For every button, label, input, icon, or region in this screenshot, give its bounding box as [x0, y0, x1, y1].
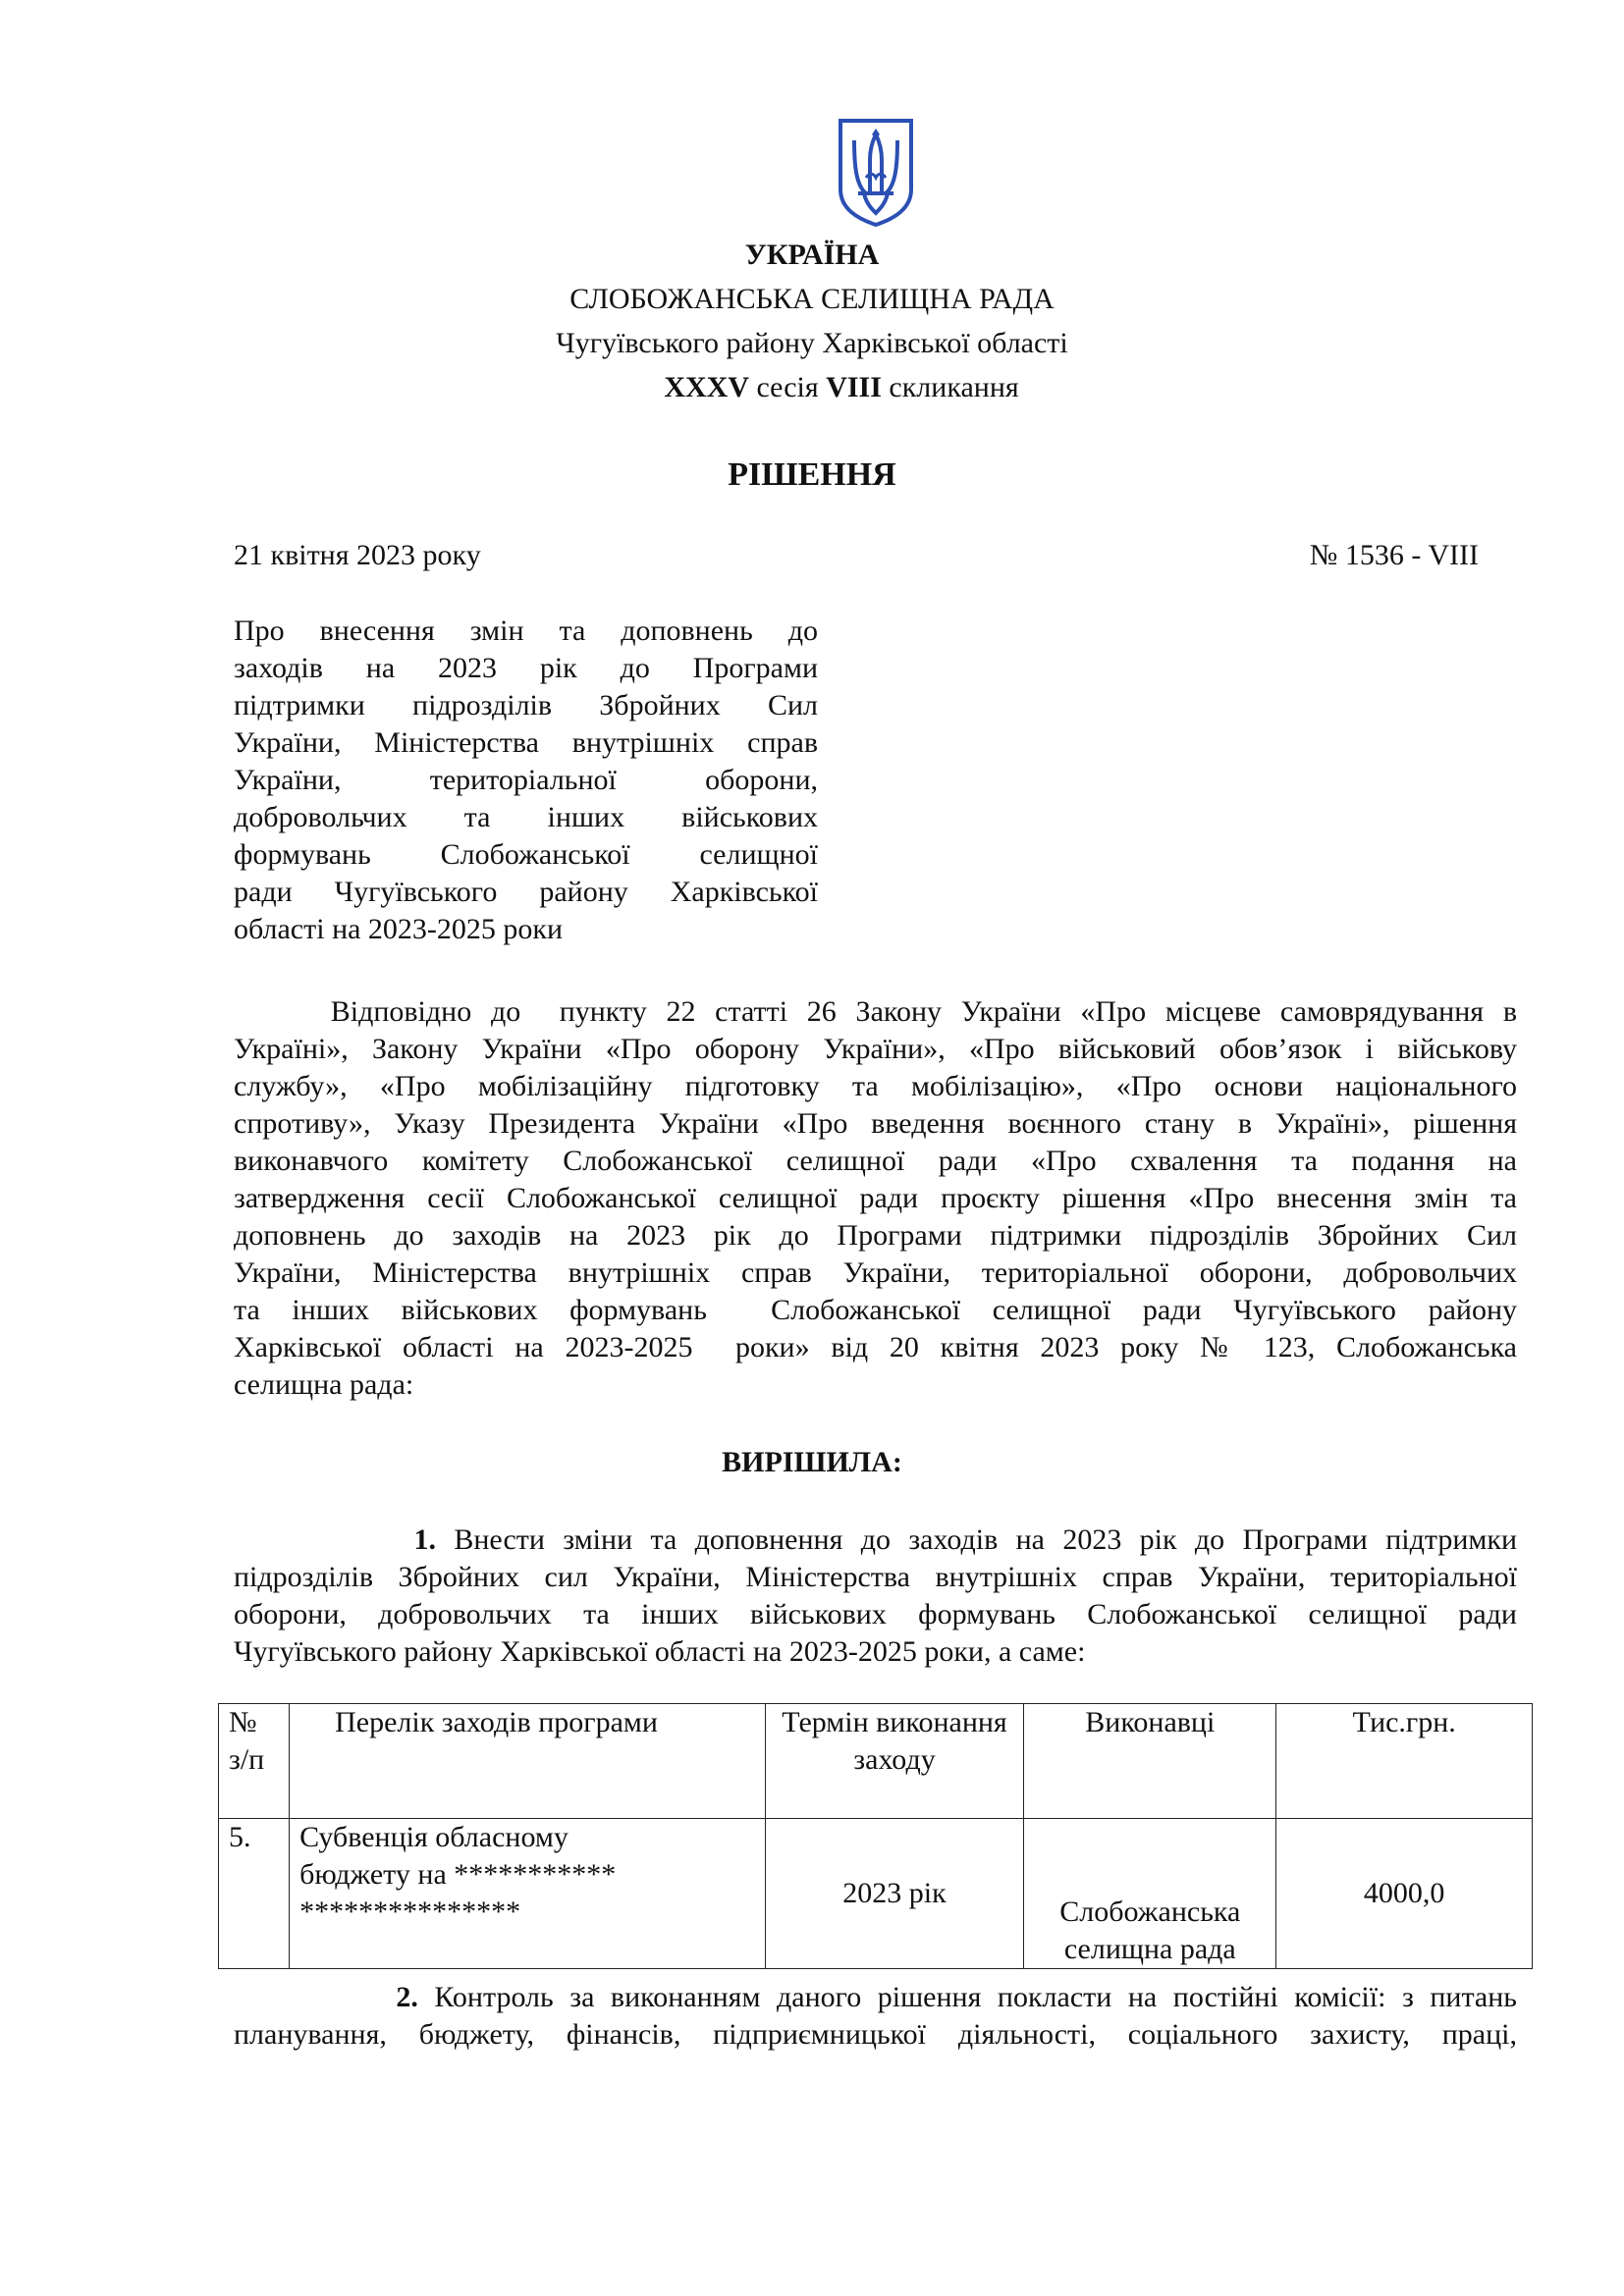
preamble-line: селищна рада: [234, 1368, 414, 1401]
item-2-first-line [234, 1979, 1517, 2016]
session-line [0, 370, 1624, 405]
decision-date: 21 квітня 2023 року [234, 539, 481, 571]
subject-line: області на 2023-2025 роки [234, 913, 564, 945]
header-term: Термін виконання заходу [765, 1704, 1024, 1819]
item-1-line: Внести зміни та доповнення до заходів на 2023 рік до Програми підтримки [435, 1523, 1517, 1556]
item-2-line: планування, бюджету, фінансів, підприємницької діяльності, соціального захисту, праці, [234, 2018, 1517, 2051]
subject-line: Про внесення змін та доповнень до [234, 614, 818, 647]
session-word: сесія [756, 371, 819, 403]
header-num: № з/п [219, 1704, 290, 1819]
convocation-number: VIII [826, 371, 882, 403]
preamble-line: Україні», Закону України «Про оборону України», «Про військовий обов’язок і військову [234, 1033, 1517, 1065]
item-1-line: підрозділів Збройних сил України, Міністерства внутрішніх справ України, територіальної [234, 1561, 1517, 1593]
item-1-line: оборони, добровольчих та інших військових формувань Слобожанської селищної ради [234, 1598, 1517, 1630]
preamble-line: доповнень до заходів на 2023 рік до Програми підтримки підрозділів Збройних Сил [234, 1219, 1517, 1252]
cell-name-line: *************** [299, 1896, 521, 1928]
table-row [219, 1819, 1533, 1969]
cell-amount: 4000,0 [1276, 1819, 1533, 1969]
country-title: УКРАЇНА [744, 239, 880, 271]
cell-term: 2023 рік [765, 1819, 1024, 1969]
item-2-line: Контроль за виконанням даного рішення покласти на постійні комісії: з питань [417, 1981, 1517, 2013]
preamble-line: службу», «Про мобілізаційну підготовку та мобілізацію», «Про основи національного [234, 1070, 1517, 1102]
measures-table [218, 1703, 1533, 1969]
preamble-line: України, Міністерства внутрішніх справ України, територіальної оборони, добровольчих [234, 1256, 1517, 1289]
preamble-line: Харківської області на 2023-2025 роки» від 20 квітня 2023 року № 123, Слобожанська [234, 1331, 1517, 1363]
convocation-word: скликання [889, 371, 1019, 403]
header-amount: Тис.грн. [1276, 1704, 1533, 1819]
item-1-paragraph [234, 1522, 1517, 1671]
decision-number: № 1536 - VIII [1309, 539, 1479, 571]
district-name: Чугуївського району Харківської області [556, 327, 1068, 359]
preamble-line: виконавчого комітету Слобожанської селищної ради «Про схвалення та подання на [234, 1145, 1517, 1177]
cell-name [290, 1819, 766, 1969]
subject-line: формувань Слобожанської селищної [234, 838, 818, 871]
preamble-paragraph [234, 993, 1517, 1404]
header-executor: Виконавці [1024, 1704, 1276, 1819]
item-1-first-line [234, 1522, 1517, 1559]
subject-line: підтримки підрозділів Збройних Сил [234, 689, 818, 721]
item-1-line: Чугуївського району Харківської області на 2023-2025 роки, а саме: [234, 1635, 1086, 1668]
table-header-row [219, 1704, 1533, 1819]
item-2-paragraph [234, 1979, 1517, 2054]
subject-line: України, Міністерства внутрішніх справ [234, 726, 818, 759]
preamble-line: спротиву», Указу Президента України «Про введення воєнного стану в Україні», рішення [234, 1107, 1517, 1140]
preamble-line: затвердження сесії Слобожанської селищної ради проєкту рішення «Про внесення змін та [234, 1182, 1517, 1214]
cell-executor: Слобожанська селищна рада [1024, 1819, 1276, 1969]
subject-line: заходів на 2023 рік до Програми [234, 652, 818, 684]
session-number: XXXV [664, 371, 749, 403]
cell-num: 5. [219, 1819, 290, 1969]
cell-name-line: бюджету на *********** [299, 1858, 617, 1891]
decided-heading: ВИРІШИЛА: [722, 1446, 902, 1478]
item-1-number: 1. [413, 1523, 436, 1556]
council-name: СЛОБОЖАНСЬКА СЕЛИЩНА РАДА [569, 283, 1055, 315]
preamble-line: та інших військових формувань Слобожанської селищної ради Чугуївського району [234, 1294, 1517, 1326]
subject-line: ради Чугуївського району Харківської [234, 876, 818, 908]
decision-subject [234, 613, 818, 948]
item-2-number: 2. [396, 1981, 418, 2013]
document-type: РІШЕННЯ [728, 456, 896, 493]
header-name: Перелік заходів програми [290, 1704, 766, 1819]
cell-name-line: Субвенція обласному [299, 1821, 568, 1853]
coat-of-arms-icon [837, 117, 915, 227]
subject-line: добровольчих та інших військових [234, 801, 818, 833]
subject-line: України, територіальної оборони, [234, 764, 818, 796]
preamble-line: Відповідно до пункту 22 статті 26 Закону України «Про місцеве самоврядування в [234, 995, 1517, 1028]
